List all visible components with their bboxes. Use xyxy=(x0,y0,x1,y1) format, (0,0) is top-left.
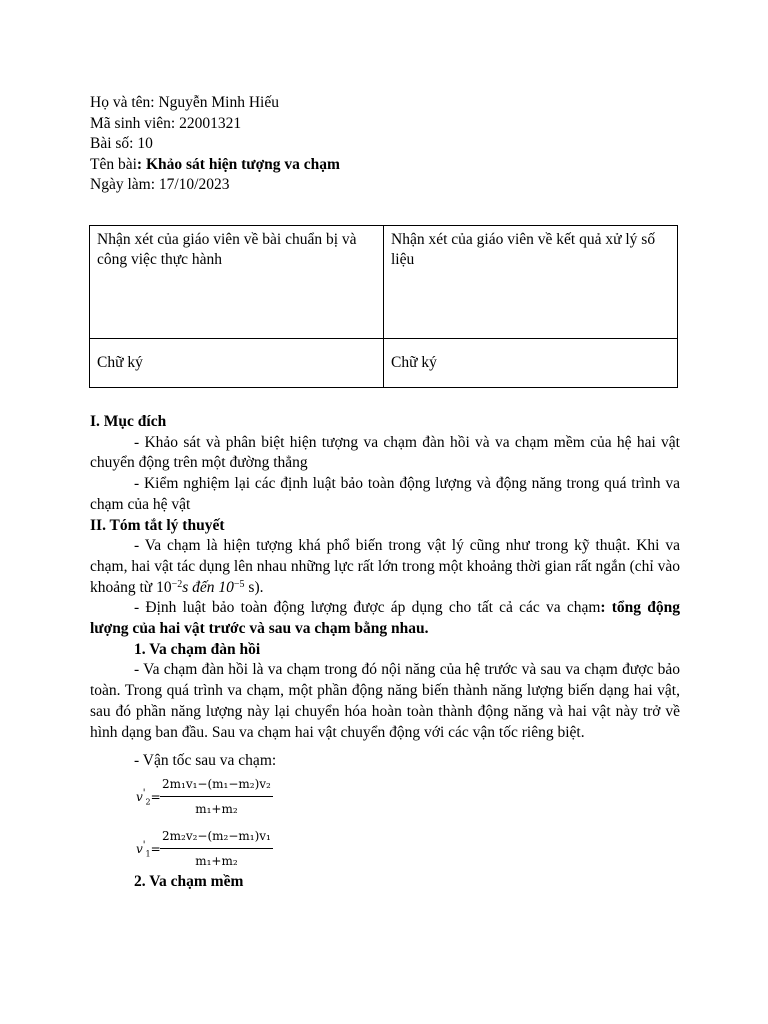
theory-2-bold: : tổng động lượng của hai vật trước và sau va chạm bằng nhau. xyxy=(90,599,680,638)
inelastic-heading: 2. Va chạm mềm xyxy=(134,872,244,890)
lab-title-value: : Khảo sát hiện tượng va chạm xyxy=(136,155,340,173)
formula-v1-prime xyxy=(136,824,680,872)
exponent-1: −2 xyxy=(171,578,183,590)
purpose-item-2: - Kiểm nghiệm lại các định luật bảo toàn động lượng và động năng trong quá trình va chạm của hệ vật xyxy=(90,475,680,513)
date-value: 17/10/2023 xyxy=(155,176,230,193)
formula-1-lhs: $v'_2=$ xyxy=(136,787,161,807)
purpose-item-1: - Khảo sát và phân biệt hiện tượng va chạm đàn hồi và va chạm mềm của hệ hai vật chuyển động trên một đường thẳng xyxy=(90,433,680,472)
review-signature-row xyxy=(90,339,678,388)
id-label: Mã sinh viên: xyxy=(90,114,176,132)
student-id-line xyxy=(90,114,340,135)
formula-2-fraction xyxy=(160,826,273,871)
id-value: 22001321 xyxy=(175,114,242,132)
formula-2-denominator: m₁+m₂ xyxy=(195,853,238,868)
theory-2-plain: - Định luật bảo toàn động lượng được áp dụng cho tất cả các va chạm xyxy=(134,599,601,617)
document-body xyxy=(90,412,680,893)
formula-v2-prime xyxy=(136,772,680,820)
theory-paragraph-2 xyxy=(90,598,680,639)
prep-signature-cell: Chữ ký xyxy=(90,339,384,388)
student-header xyxy=(90,93,340,196)
date-label: Ngày làm: xyxy=(90,176,155,193)
lab-number-label: Bài số: xyxy=(90,135,134,152)
formula-1-numerator: 2m₁v₁−(m₁−m₂)v₂ xyxy=(160,774,273,797)
prep-comment-cell: Nhận xét của giáo viên về bài chuẩn bị và công việc thực hành xyxy=(90,226,384,339)
name-value: Nguyễn Minh Hiếu xyxy=(154,94,279,111)
lab-number-value: 10 xyxy=(133,135,153,152)
name-label: Họ và tên: xyxy=(90,94,155,111)
exponent-2: −5 xyxy=(233,578,245,590)
theory-paragraph-1 xyxy=(90,536,680,598)
formula-1-denominator: m₁+m₂ xyxy=(195,801,238,816)
lab-title-line xyxy=(90,155,340,176)
elastic-heading: 1. Va chạm đàn hồi xyxy=(134,640,261,658)
result-comment-cell: Nhận xét của giáo viên về kết quả xử lý số liệu xyxy=(384,226,678,339)
theory-1-mid: s đến 10 xyxy=(182,578,234,596)
date-line xyxy=(90,175,340,196)
elastic-paragraph: - Va chạm đàn hồi là va chạm trong đó nội năng của hệ trước và sau va chạm được bảo toàn. Trong quá trình va chạm, một phần động năng biến thành năng lượng biến dạng hai vật, sau đó phần năng lượng này lại chuyển hóa hoàn toàn thành động năng và hai vật này trở về hình dạng ban đầu. Sau va chạm hai vật chuyển động với các vận tốc riêng biệt. xyxy=(90,661,680,741)
review-comment-row xyxy=(90,226,678,339)
student-name-line xyxy=(90,93,340,114)
teacher-review-table xyxy=(89,225,678,388)
purpose-heading: I. Mục đích xyxy=(90,413,167,430)
theory-1-text: - Va chạm là hiện tượng khá phổ biến trong vật lý cũng như trong kỹ thuật. Khi va chạm, hai vật tác dụng lên nhau những lực rất lớn trong một khoảng thời gian rất ngắn (chỉ vào khoảng từ 10 xyxy=(90,537,680,596)
velocity-label: - Vận tốc sau va chạm: xyxy=(134,752,277,770)
theory-heading: II. Tóm tắt lý thuyết xyxy=(90,516,225,534)
formula-1-fraction xyxy=(160,774,273,819)
theory-1-end: s). xyxy=(244,578,264,596)
formula-2-lhs: $v'_1=$ xyxy=(136,839,161,859)
lab-title-label: Tên bài xyxy=(90,155,137,173)
result-signature-cell: Chữ ký xyxy=(384,339,678,388)
lab-number-line xyxy=(90,134,340,155)
formula-2-numerator: 2m₂v₂−(m₂−m₁)v₁ xyxy=(160,826,273,849)
